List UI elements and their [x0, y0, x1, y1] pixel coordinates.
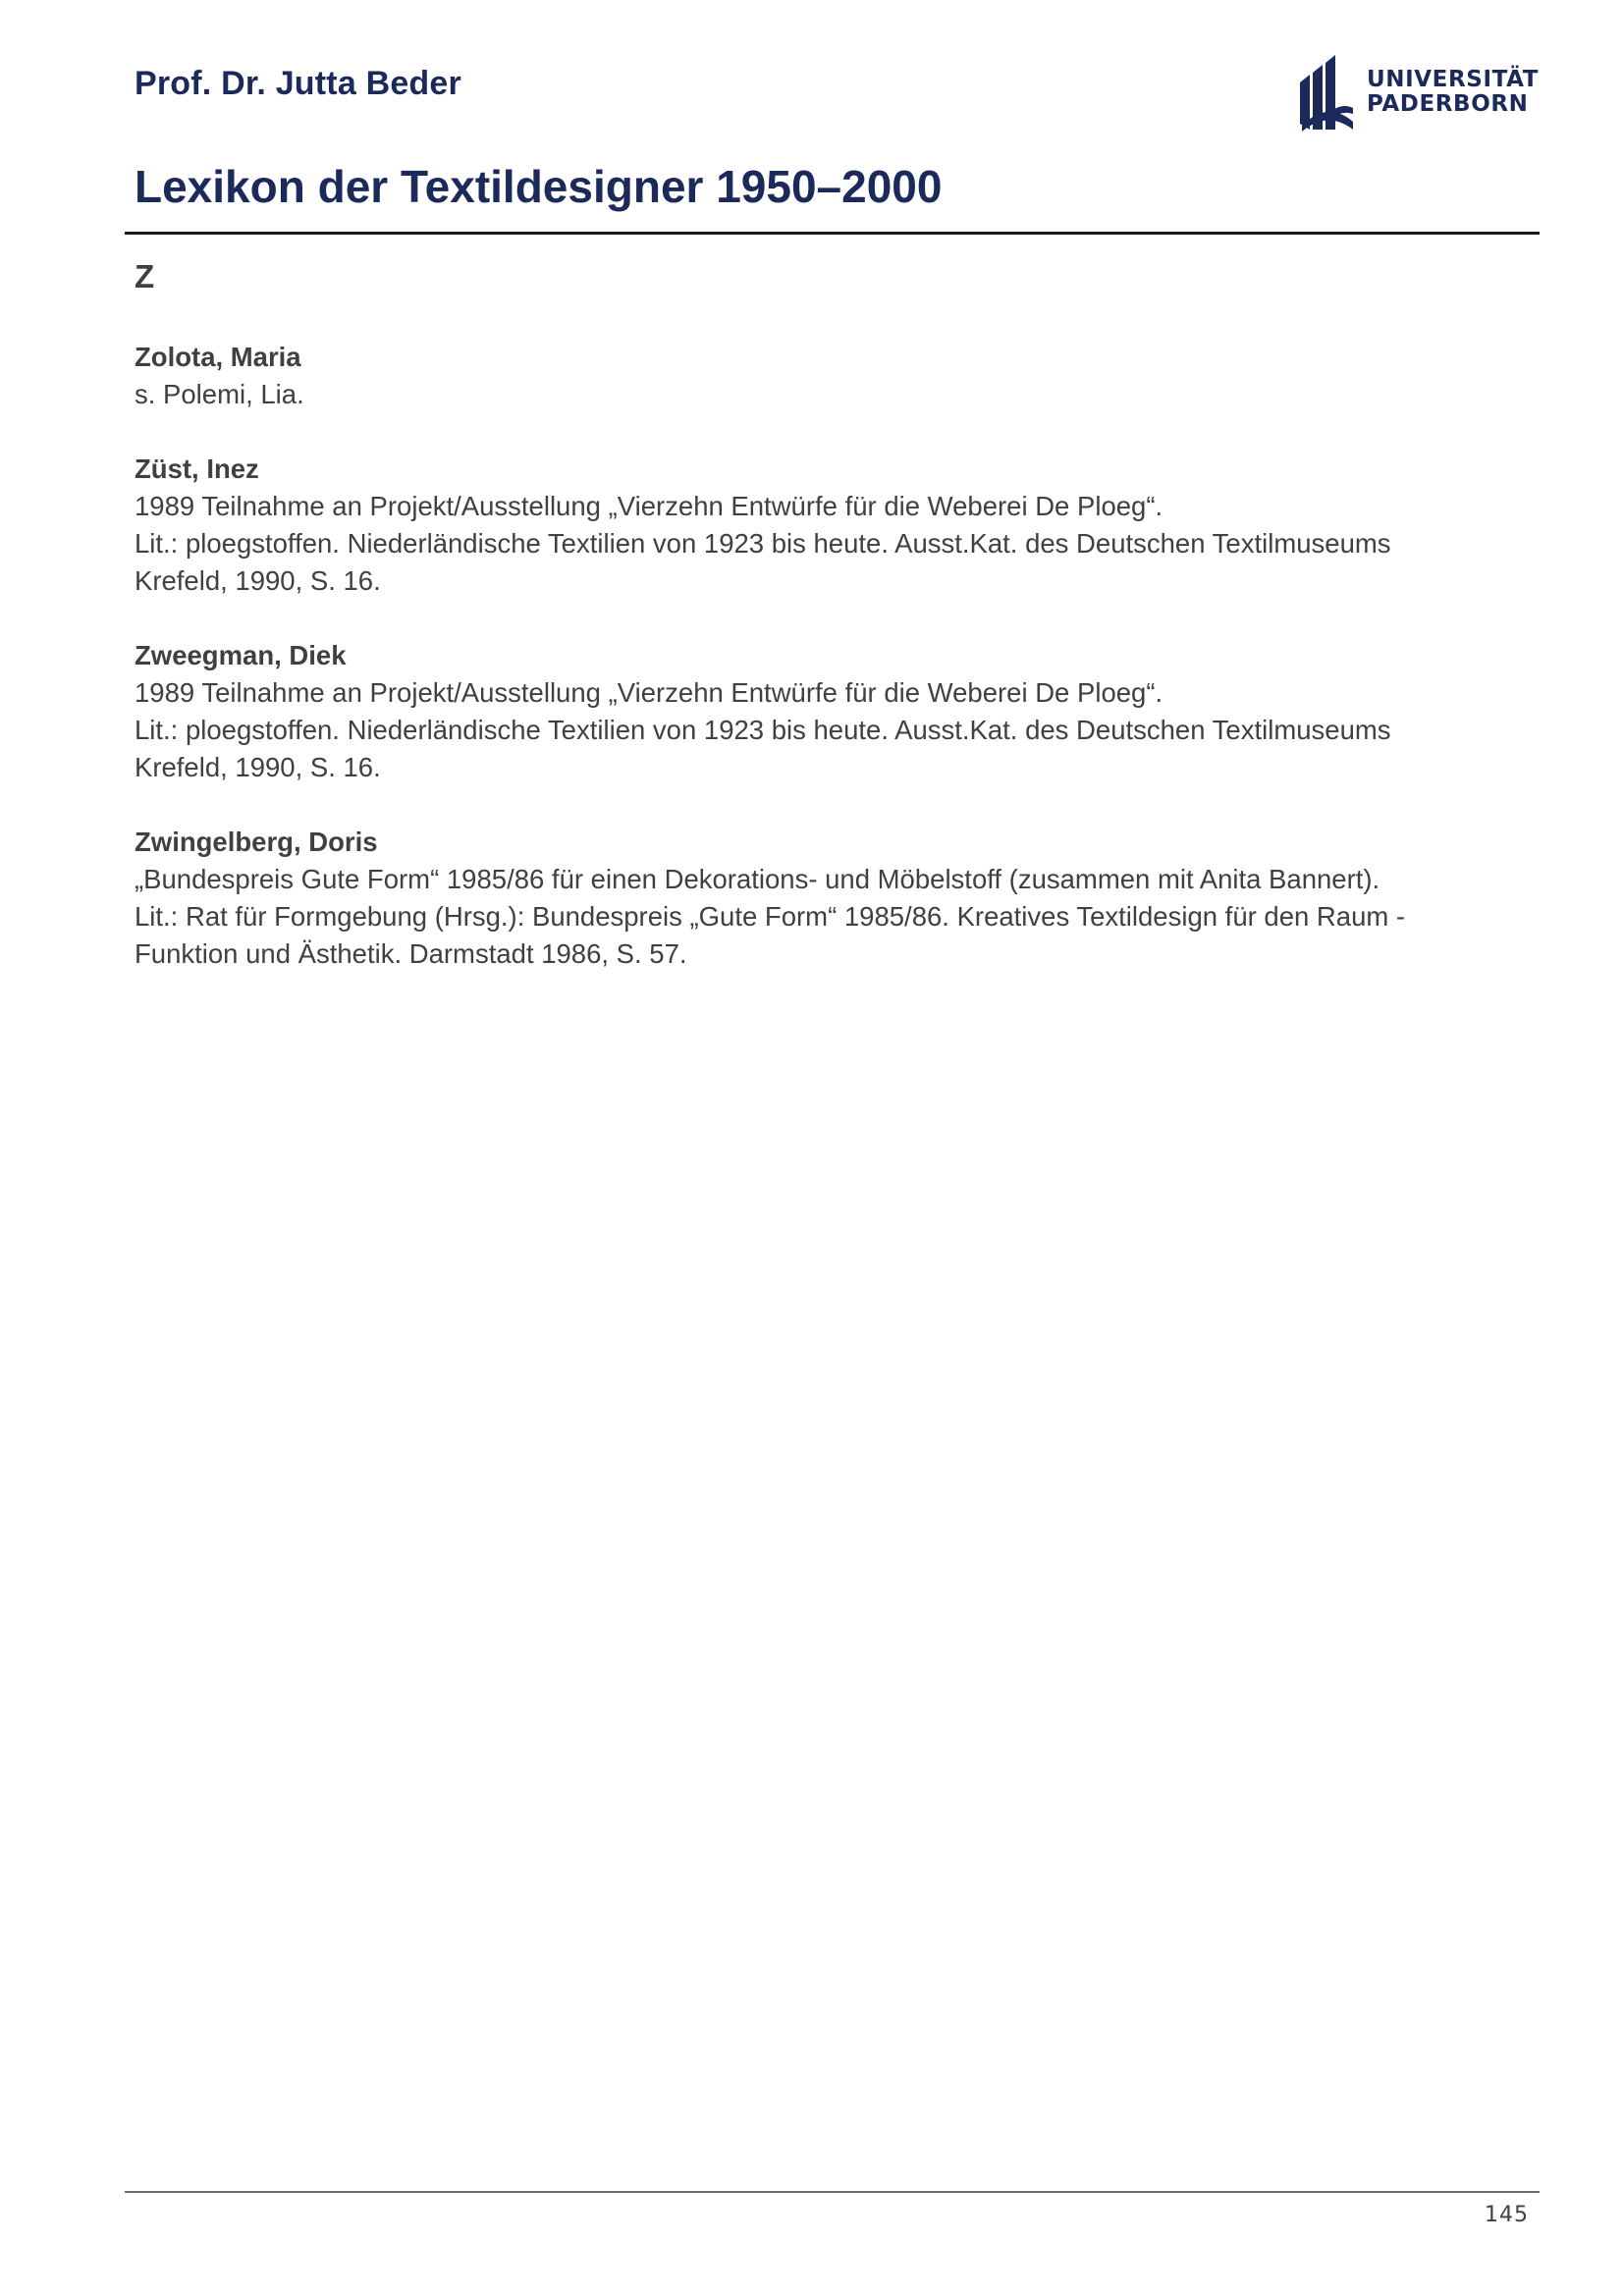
page-number: 145	[1485, 2203, 1529, 2227]
entry-text-line: 1989 Teilnahme an Projekt/Ausstellung „Vierzehn Entwürfe für die Weberei De Ploeg“.	[135, 491, 1163, 521]
header-divider	[125, 232, 1540, 235]
entry-text-line: Funktion und Ästhetik. Darmstadt 1986, S. 57.	[135, 938, 687, 969]
footer-divider	[125, 2191, 1540, 2193]
lexicon-entry	[135, 451, 1529, 600]
university-logo	[1298, 53, 1539, 132]
university-logo-icon	[1298, 53, 1355, 132]
entry-name: Zolota, Maria	[135, 342, 301, 372]
author-name: Prof. Dr. Jutta Beder	[135, 65, 461, 102]
document-title: Lexikon der Textildesigner 1950–2000	[135, 161, 943, 212]
entry-list	[135, 339, 1529, 1010]
lexicon-entry	[135, 824, 1529, 973]
logo-line-1: UNIVERSITÄT	[1367, 67, 1540, 92]
entry-text-line: s. Polemi, Lia.	[135, 379, 304, 409]
entry-text-line: Lit.: ploegstoffen. Niederländische Textilien von 1923 bis heute. Ausst.Kat. des Deutschen Textilmuseums	[135, 528, 1391, 559]
entry-text-line: Lit.: Rat für Formgebung (Hrsg.): Bundespreis „Gute Form“ 1985/86. Kreatives Textildesign für den Raum -	[135, 901, 1406, 932]
section-letter: Z	[135, 258, 155, 294]
logo-line-2: PADERBORN	[1367, 91, 1529, 117]
entry-text-line: Krefeld, 1990, S. 16.	[135, 752, 381, 782]
entry-text-line: Lit.: ploegstoffen. Niederländische Textilien von 1923 bis heute. Ausst.Kat. des Deutschen Textilmuseums	[135, 715, 1391, 745]
entry-name: Zwingelberg, Doris	[135, 827, 378, 857]
entry-name: Züst, Inez	[135, 454, 259, 484]
lexicon-entry	[135, 637, 1529, 786]
logo-wordmark	[1367, 68, 1539, 117]
entry-name: Zweegman, Diek	[135, 640, 347, 670]
lexicon-entry	[135, 339, 1529, 413]
entry-text-line: 1989 Teilnahme an Projekt/Ausstellung „Vierzehn Entwürfe für die Weberei De Ploeg“.	[135, 677, 1163, 708]
entry-text-line: Krefeld, 1990, S. 16.	[135, 565, 381, 596]
entry-text-line: „Bundespreis Gute Form“ 1985/86 für einen Dekorations- und Möbelstoff (zusammen mit Anita Bannert).	[135, 864, 1380, 894]
